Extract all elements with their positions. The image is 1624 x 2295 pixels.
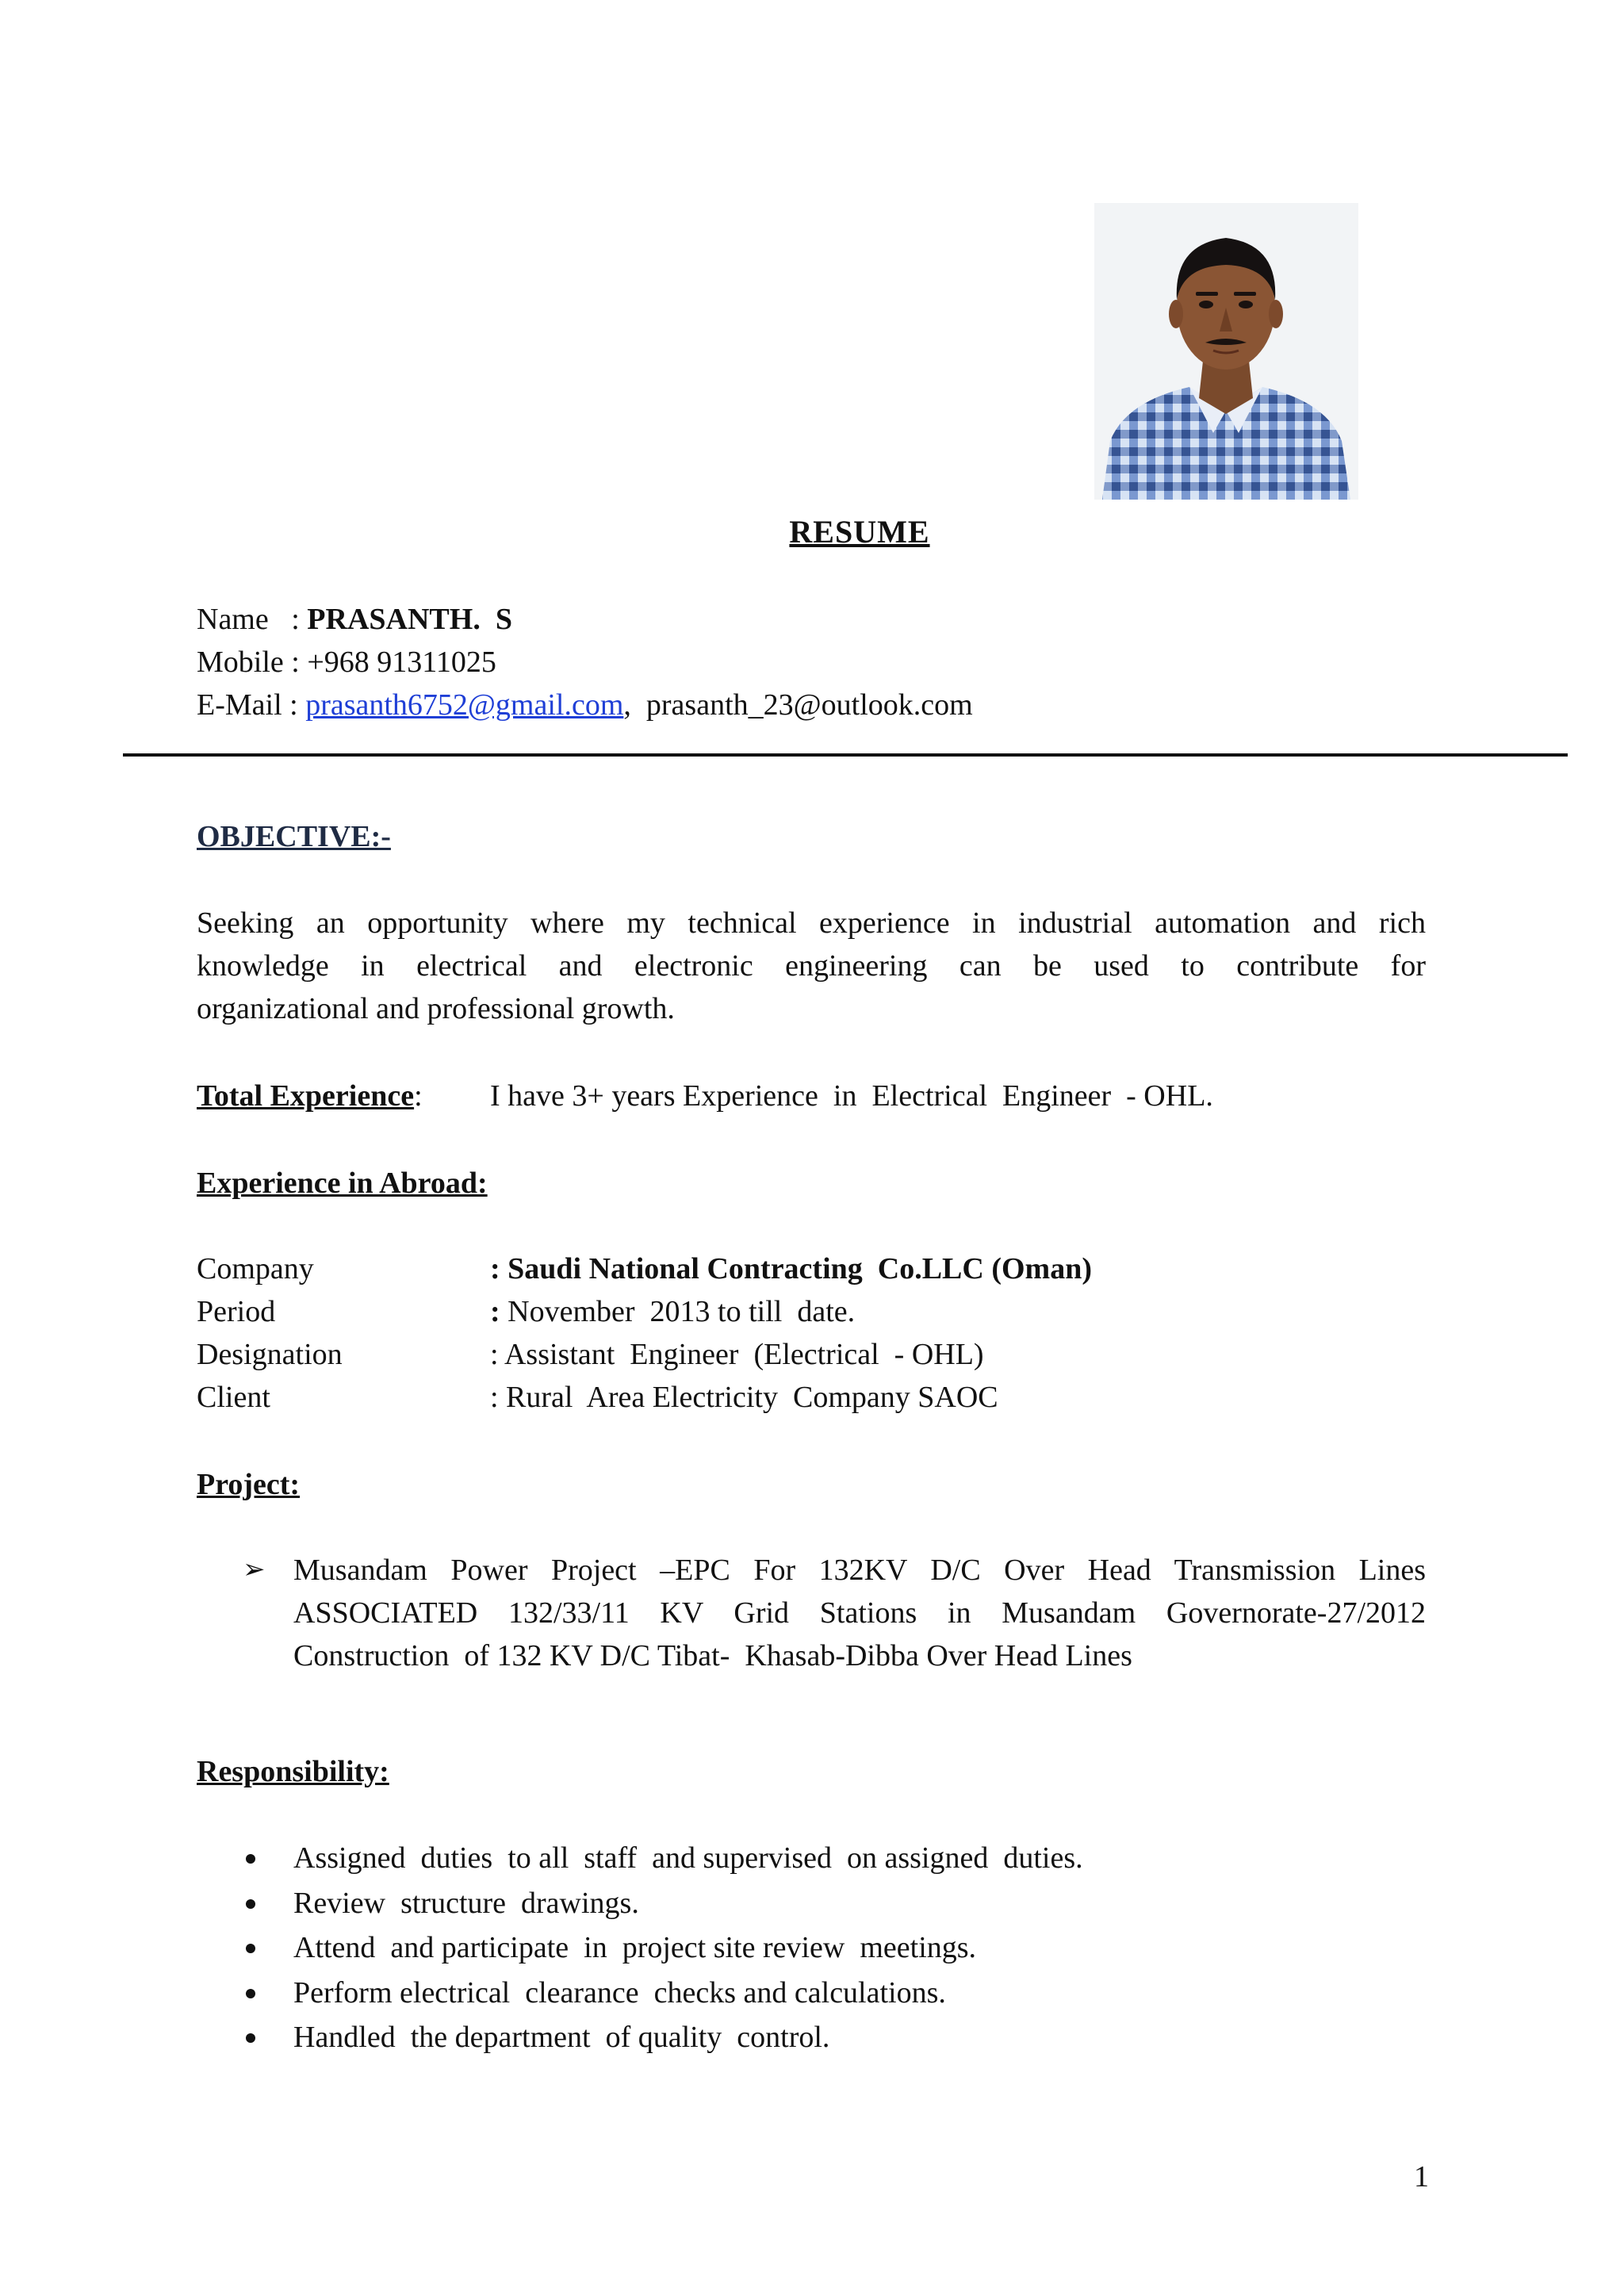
designation-label: Designation [197, 1338, 343, 1371]
objective-line: Seeking an opportunity where my technical experience in industrial automation and rich [197, 906, 1426, 940]
total-experience-heading: Total Experience [197, 1079, 415, 1113]
primary-email-link[interactable]: prasanth6752@gmail.com [305, 688, 624, 722]
objective-line: knowledge in electrical and electronic engineering can be used to contribute for [197, 949, 1426, 983]
bullet-icon [246, 2033, 255, 2043]
client-value: : Rural Area Electricity Company SAOC [490, 1381, 998, 1414]
company-value: : Saudi National Contracting Co.LLC (Oman) [490, 1252, 1092, 1285]
total-experience-value: I have 3+ years Experience in Electrical Engineer - OHL. [490, 1079, 1213, 1113]
objective-paragraph [197, 902, 1426, 1030]
name-label: Name : [197, 603, 308, 636]
company-label: Company [197, 1252, 314, 1285]
mobile-number: +968 91311025 [307, 646, 496, 679]
email-line [197, 684, 973, 726]
project-heading: Project: [197, 1468, 301, 1501]
mobile-label: Mobile : [197, 646, 308, 679]
profile-photo-graphic [1094, 203, 1358, 500]
list-item-text: Review structure drawings. [293, 1886, 639, 1920]
arrow-bullet-icon: ➢ [243, 1555, 266, 1584]
email-separator: , [623, 688, 646, 722]
list-item-text: Attend and participate in project site review meetings. [293, 1931, 977, 1964]
designation-value: : Assistant Engineer (Electrical - OHL) [490, 1338, 984, 1371]
bullet-icon [246, 1854, 255, 1864]
bullet-icon [246, 1944, 255, 1953]
candidate-name: PRASANTH. S [307, 603, 512, 636]
profile-photo [1094, 203, 1358, 500]
period-label: Period [197, 1295, 276, 1328]
document-title: RESUME [789, 514, 930, 550]
project-line: Construction of 132 KV D/C Tibat- Khasab-Dibba Over Head Lines [293, 1639, 1132, 1672]
bullet-icon [246, 1899, 255, 1909]
name-line [197, 598, 512, 641]
project-line: Musandam Power Project –EPC For 132KV D/C Over Head Transmission Lines [293, 1554, 1426, 1587]
experience-abroad-heading: Experience in Abroad: [197, 1167, 488, 1200]
list-item-text: Perform electrical clearance checks and calculations. [293, 1975, 946, 2010]
header-divider [123, 753, 1568, 757]
list-item-text: Handled the department of quality control. [293, 2021, 830, 2054]
email-label: E-Mail : [197, 688, 306, 722]
total-experience-label [197, 1075, 423, 1117]
secondary-email: prasanth_23@outlook.com [645, 688, 973, 722]
project-line: ASSOCIATED 132/33/11 KV Grid Stations in Musandam Governorate-27/2012 [293, 1596, 1426, 1630]
period-value: November 2013 to till date. [500, 1295, 856, 1328]
period-value-line [490, 1290, 855, 1333]
list-item-text: Assigned duties to all staff and supervised on assigned duties. [293, 1841, 1083, 1875]
period-colon: : [490, 1295, 500, 1328]
project-item [293, 1549, 1426, 1677]
page-number: 1 [1414, 2160, 1429, 2193]
responsibility-heading: Responsibility: [197, 1755, 389, 1788]
total-experience-colon: : [414, 1079, 423, 1113]
bullet-icon [246, 1989, 255, 1998]
mobile-line [197, 641, 496, 684]
client-label: Client [197, 1381, 270, 1414]
objective-line: organizational and professional growth. [197, 992, 675, 1025]
objective-heading: OBJECTIVE:- [197, 820, 391, 853]
